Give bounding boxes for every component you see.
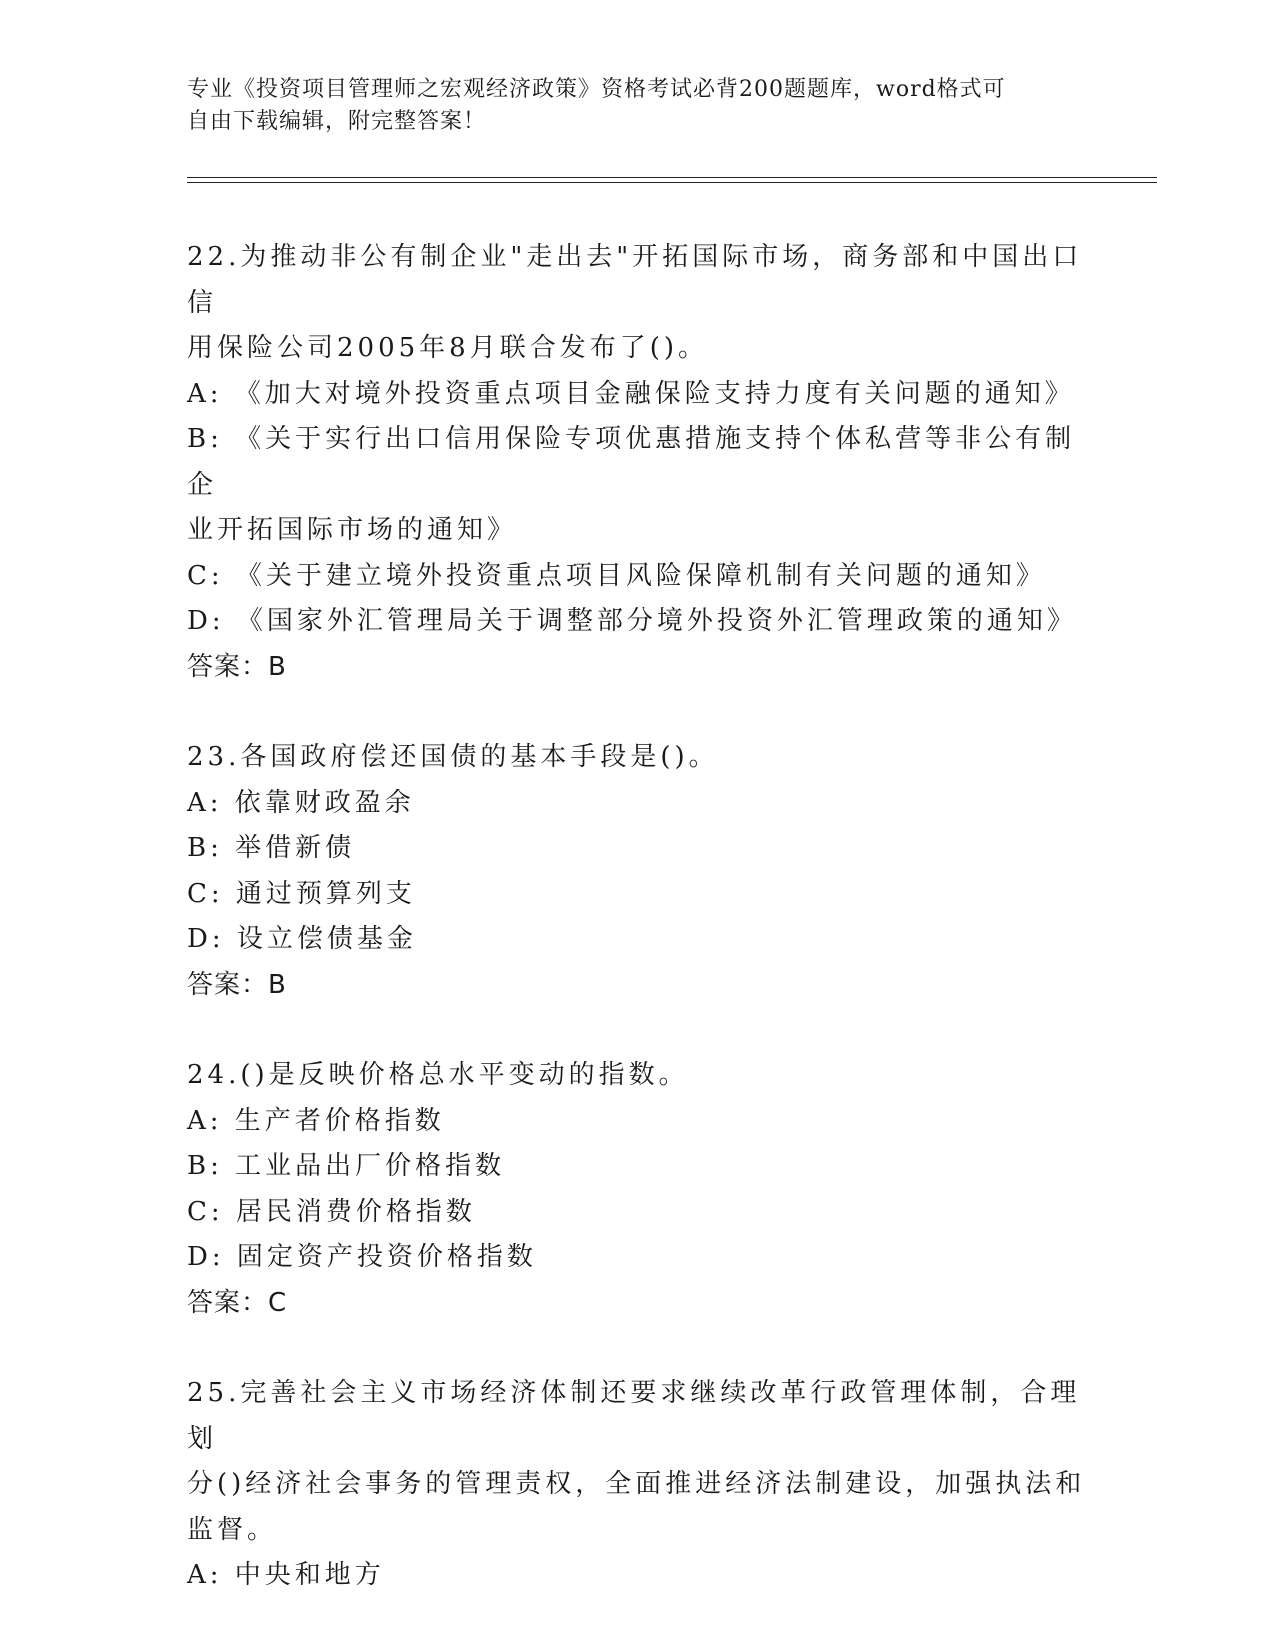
option-d: D: 《国家外汇管理局关于调整部分境外投资外汇管理政策的通知》 <box>187 606 1077 636</box>
header-line-2: 自由下载编辑，附完整答案！ <box>187 109 487 134</box>
option-b: B: 《关于实行出口信用保险专项优惠措施支持个体私营等非公有制企 <box>187 424 1076 500</box>
question-stem: 分()经济社会事务的管理责权，全面推进经济法制建设，加强执法和 <box>187 1469 1086 1499</box>
question-stem: 用保险公司2005年8月联合发布了()。 <box>187 333 708 363</box>
question-stem: 24.()是反映价格总水平变动的指数。 <box>187 1060 689 1090</box>
question-stem: 22.为推动非公有制企业"走出去"开拓国际市场，商务部和中国出口信 <box>187 242 1083 318</box>
option-d: D: 设立偿债基金 <box>187 924 417 954</box>
question-stem: 23.各国政府偿还国债的基本手段是()。 <box>187 742 719 772</box>
header-divider-bottom <box>187 182 1157 183</box>
question-stem: 监督。 <box>187 1514 278 1545</box>
answer-line: 答案：B <box>187 969 287 1000</box>
question-stem: 25.完善社会主义市场经济体制还要求继续改革行政管理体制，合理划 <box>187 1378 1081 1454</box>
option-b: 业开拓国际市场的通知》 <box>187 515 518 545</box>
option-c: C: 通过预算列支 <box>187 878 416 909</box>
option-c: C: 居民消费价格指数 <box>187 1196 476 1227</box>
question-23 <box>187 735 1087 1008</box>
document-header <box>187 74 1067 138</box>
answer-line: 答案：B <box>187 651 287 682</box>
option-b: B: 工业品出厂价格指数 <box>187 1151 506 1181</box>
header-divider-top <box>187 177 1157 178</box>
option-a: A: 依靠财政盈余 <box>187 787 415 818</box>
question-22 <box>187 235 1087 690</box>
question-24 <box>187 1053 1087 1326</box>
header-line-1: 专业《投资项目管理师之宏观经济政策》资格考试必背200题题库，word格式可 <box>187 77 1006 102</box>
option-d: D: 固定资产投资价格指数 <box>187 1242 537 1272</box>
answer-line: 答案：C <box>187 1287 288 1318</box>
question-list <box>187 235 1087 1644</box>
option-b: B: 举借新债 <box>187 833 356 863</box>
option-a: A: 中央和地方 <box>187 1560 385 1590</box>
question-25 <box>187 1371 1087 1599</box>
option-a: A: 生产者价格指数 <box>187 1105 445 1136</box>
option-c: C: 《关于建立境外投资重点项目风险保障机制有关问题的通知》 <box>187 560 1046 591</box>
option-a: A: 《加大对境外投资重点项目金融保险支持力度有关问题的通知》 <box>187 378 1075 409</box>
